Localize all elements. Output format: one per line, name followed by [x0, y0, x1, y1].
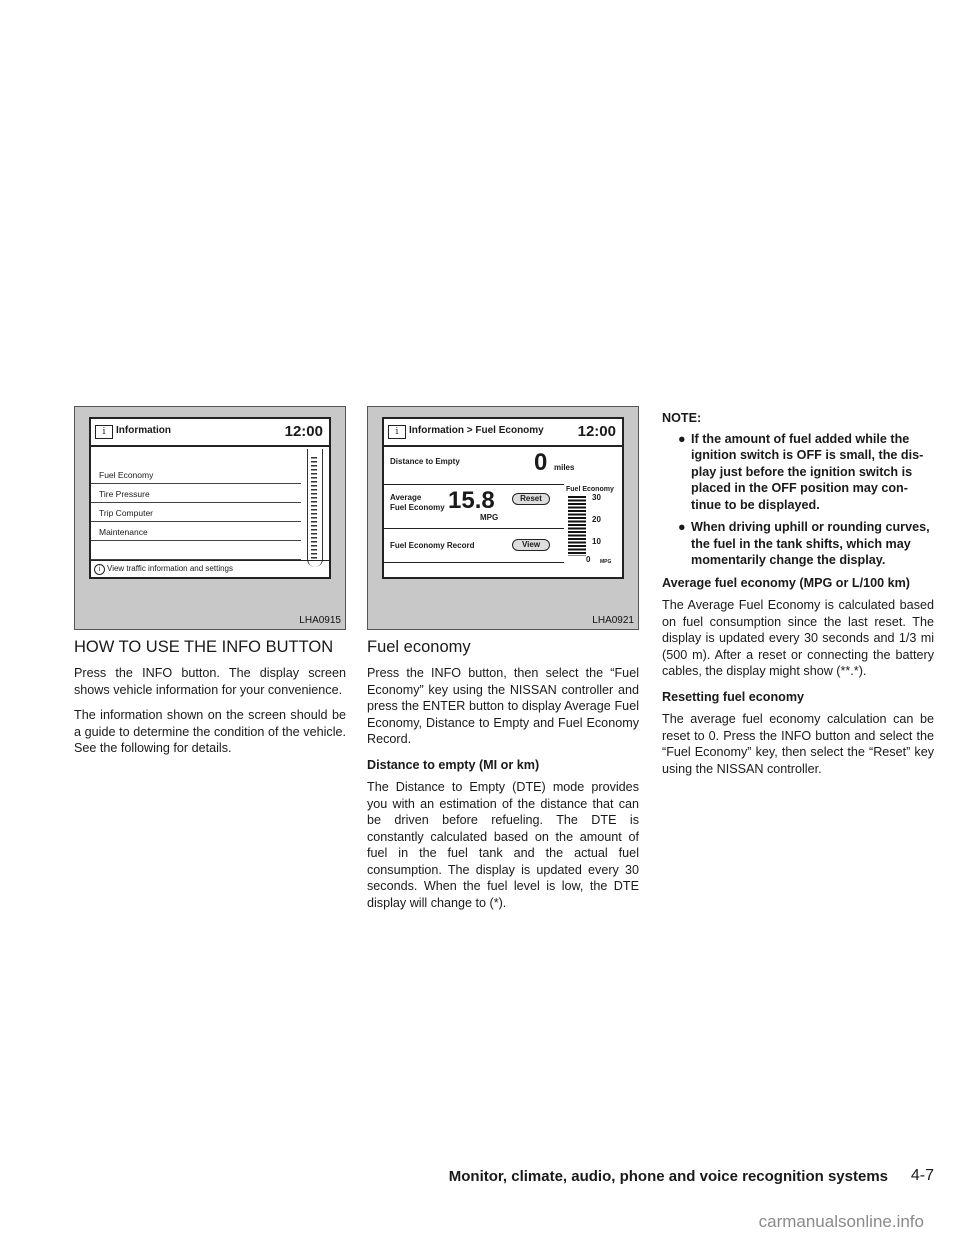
- figure-fuel-economy-screen: [367, 406, 639, 630]
- dte-value: 0: [534, 449, 548, 476]
- paragraph: The Distance to Empty (DTE) mode provides you with an estimation of the distance that can be driven before refueling. The DTE is constantly calculated based on the amount of fuel in the fuel tank and the actual fuel consumption. The display is updated every 30 seconds. When the fuel level is low, the DTE display will change to (*).: [367, 780, 639, 910]
- paragraph: Press the INFO button. The display screen shows vehicle information for your convenience.: [74, 666, 346, 697]
- subheading: Resetting fuel economy: [662, 689, 805, 704]
- footer-section-title: Monitor, climate, audio, phone and voice recognition systems: [448, 1168, 888, 1185]
- subheading: Average fuel economy (MPG or L/100 km): [662, 575, 910, 590]
- info-circle-icon: i: [94, 564, 105, 575]
- bullet-icon: ●: [678, 520, 686, 534]
- record-row: [384, 529, 564, 563]
- column-3: [662, 410, 934, 786]
- column-2: [367, 637, 639, 920]
- screen-header: [384, 419, 622, 447]
- section-heading: Fuel economy: [367, 638, 471, 656]
- record-label: Fuel Economy Record: [390, 541, 475, 550]
- note-bullet: [662, 431, 934, 514]
- dte-row: [384, 445, 575, 485]
- menu-item-trip-computer[interactable]: Trip Computer: [91, 504, 301, 522]
- footer-hint: View traffic information and settings: [107, 564, 233, 573]
- figure-code: LHA0915: [299, 615, 341, 626]
- menu-item-empty: [91, 542, 301, 560]
- bullet-text: If the amount of fuel added while the ignition switch is OFF is small, the dis-play just before the ignition switch is placed in the OFF position may con-tinue to be displayed.: [691, 431, 924, 512]
- menu-item-maintenance[interactable]: Maintenance: [91, 523, 301, 541]
- note-heading: NOTE:: [662, 411, 702, 425]
- info-icon: i: [95, 425, 113, 439]
- paragraph: The information shown on the screen should be a guide to determine the condition of the vehicle. See the following for details.: [74, 708, 346, 755]
- info-icon: i: [388, 425, 406, 439]
- avg-label-1: Average: [390, 493, 422, 502]
- paragraph: Press the INFO button, then select the “Fuel Economy” key using the NISSAN controller and press the ENTER button to display Average Fuel Economy, Distance to Empty and Fuel Economy Record.: [367, 666, 639, 746]
- menu-item-tire-pressure[interactable]: Tire Pressure: [91, 485, 301, 503]
- paragraph: The average fuel economy calculation can be reset to 0. Press the INFO button and select the “Fuel Economy” key, then select the “Reset” key using the NISSAN controller.: [662, 712, 934, 776]
- gauge-unit: MPG: [600, 559, 612, 565]
- screen-footer: [91, 560, 329, 577]
- gauge-tick: 0: [586, 555, 591, 564]
- paragraph: The Average Fuel Economy is calculated based on fuel consumption since the last reset. The display is updated every 30 seconds and 1/3 mi (500 m). After a reset or connecting the battery cables, the display might show (**.*).: [662, 598, 934, 678]
- column-1: [74, 637, 346, 766]
- page-number: 4-7: [910, 1167, 934, 1184]
- bullet-icon: ●: [678, 431, 686, 446]
- screen-title: Information: [116, 425, 171, 436]
- dte-label: Distance to Empty: [390, 457, 460, 466]
- section-heading: HOW TO USE THE INFO BUTTON: [74, 638, 334, 656]
- gauge-title: Fuel Economy: [566, 486, 614, 493]
- dte-unit: miles: [554, 463, 575, 472]
- note-bullet: [662, 519, 934, 569]
- avg-label-2: Fuel Economy: [390, 503, 445, 512]
- gauge-tick: 20: [592, 515, 601, 524]
- scroll-dots: [311, 457, 317, 561]
- avg-row: [384, 485, 564, 529]
- avg-unit: MPG: [480, 513, 499, 522]
- screen-clock: 12:00: [284, 423, 323, 440]
- fuel-economy-screen: [382, 417, 624, 579]
- subheading: Distance to empty (MI or km): [367, 757, 540, 772]
- scroll-bar[interactable]: [307, 449, 323, 567]
- figure-code: LHA0921: [592, 615, 634, 626]
- gauge-tick: 10: [592, 537, 601, 546]
- view-button[interactable]: View: [512, 539, 550, 551]
- reset-button[interactable]: Reset: [512, 493, 550, 505]
- watermark: carmanualsonline.info: [758, 1212, 924, 1231]
- gauge-tick: 30: [592, 493, 601, 502]
- info-screen: [89, 417, 331, 579]
- figure-info-screen: [74, 406, 346, 630]
- bullet-text: When driving uphill or rounding curves, the fuel in the tank shifts, which may momentarily change the display.: [691, 520, 930, 567]
- screen-header: [91, 419, 329, 447]
- menu-item-fuel-economy[interactable]: Fuel Economy: [91, 466, 301, 484]
- avg-value: 15.8: [448, 487, 495, 514]
- screen-clock: 12:00: [577, 423, 616, 440]
- screen-title: Information > Fuel Economy: [409, 425, 544, 436]
- fuel-economy-gauge: [568, 496, 586, 556]
